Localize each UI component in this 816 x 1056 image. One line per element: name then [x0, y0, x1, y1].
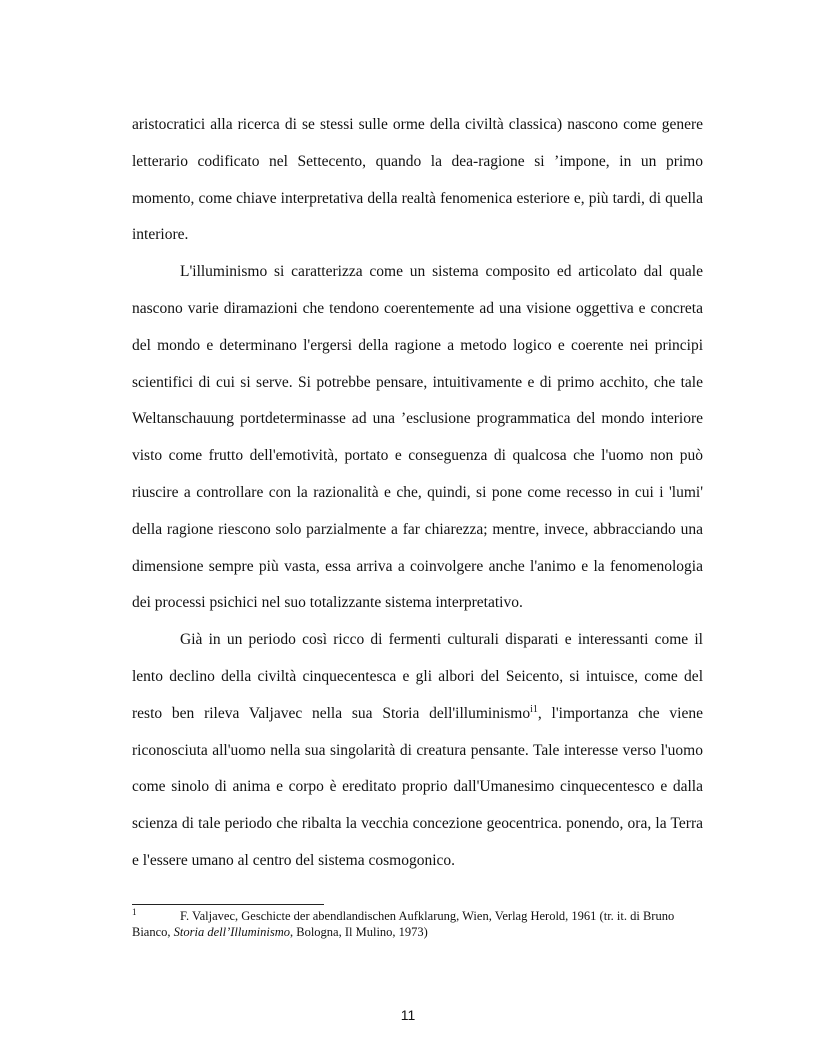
paragraph-3	[132, 622, 703, 880]
paragraph-3-start: Già in un periodo così ricco di fermenti culturali disparati e interessanti come il lento declino della civiltà cinquecentesca e gli albori del Seicento, si intuisce, come del resto ben rileva Valjavec nella sua Storia dell'illuminismo	[132, 631, 703, 722]
paragraph-1: aristocratici alla ricerca di se stessi sulle orme della civiltà classica) nascono come genere letterario codificato nel Settecento, quando la dea-ragione si ’impone, in un primo momento, come chiave interpretativa della realtà fenomenica esteriore e, più tardi, di quella interiore.	[132, 116, 703, 244]
footnote-text-end: , Bologna, Il Mulino, 1973)	[290, 925, 428, 939]
footnote-text-start: F. Valjavec, Geschicte der abendlandischen Aufklarung, Wien, Verlag Herold, 1961 (tr. it. di Bruno Bianco,	[132, 909, 675, 939]
body-text	[132, 107, 703, 880]
footnote: 1 F. Valjavec, Geschicte der abendlandischen Aufklarung, Wien, Verlag Herold, 1961 (tr. it. di Bruno Bianco, Storia dell’Illuminismo, Bologna, Il Mulino, 1973)	[132, 906, 675, 939]
footnote-reference[interactable]: i1	[530, 703, 538, 715]
footnote-separator	[132, 904, 324, 905]
page-number: 11	[400, 1007, 416, 1023]
paragraph-2: L'illuminismo si caratterizza come un sistema composito ed articolato dal quale nascono varie diramazioni che tendono coerentemente ad una visione oggettiva e concreta del mondo e determinano l'ergersi della ragione a metodo logico e coerente nei principi scientifici di cui si serve. Si potrebbe pensare, intuitivamente e di primo acchito, che tale Weltanschauung portdeterminasse ad una ’esclusione programmatica del mondo interiore visto come frutto dell'emotività, portato e conseguenza di qualcosa che l'uomo non può riuscire a controllare con la razionalità e che, quindi, si pone come recesso in cui i 'lumi' della ragione riescono solo parzialmente a far chiarezza; mentre, invece, abbracciando una dimensione sempre più vasta, essa arriva a coinvolgere anche l'animo e la fenomenologia dei processi psichici nel suo totalizzante sistema interpretativo.	[132, 263, 703, 612]
footnote-italic-title: Storia dell’Illuminismo	[173, 925, 290, 939]
paragraph-3-end: , l'importanza che viene riconosciuta all'uomo nella sua singolarità di creatura pensante. Tale interesse verso l'uomo come sinolo di anima e corpo è ereditato proprio dall'Umanesimo cinquecentesco e dalla scienza di tale periodo che ribalta la vecchia concezione geocentrica. ponendo, ora, la Terra e l'essere umano al centro del sistema cosmogonico.	[132, 704, 703, 869]
